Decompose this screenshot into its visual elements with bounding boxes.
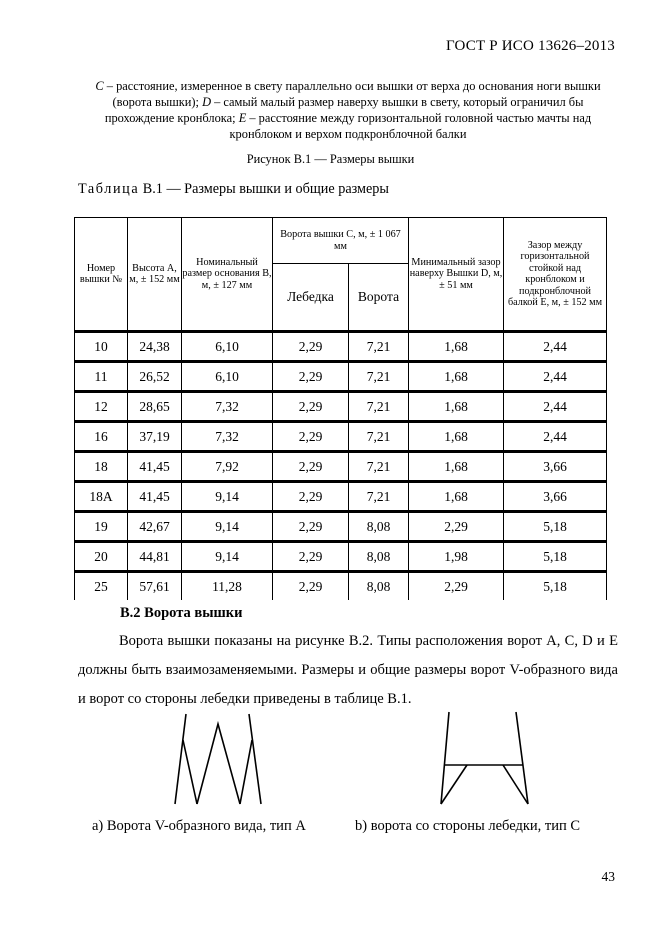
winch-gate-diagram xyxy=(441,712,528,804)
note-e-letter: E xyxy=(238,111,247,125)
cell-gate-winch: 2,29 xyxy=(273,332,349,362)
cell-base: 11,28 xyxy=(182,572,273,601)
cell-number: 19 xyxy=(75,512,128,542)
v-gate-left-post xyxy=(175,714,186,804)
cell-top-gap: 2,44 xyxy=(504,332,607,362)
table-row xyxy=(75,572,607,601)
cell-min-gap: 1,68 xyxy=(409,362,504,392)
cell-height: 28,65 xyxy=(128,392,182,422)
section-paragraph: Ворота вышки показаны на рисунке В.2. Типы расположения ворот A, C, D и E должны быть взаимозаменяемыми. Размеры и общие размеры ворот V-образного вида и ворот со стороны лебедки приведены в таблице В.1. xyxy=(78,633,618,707)
table-row xyxy=(75,482,607,512)
cell-height: 37,19 xyxy=(128,422,182,452)
cell-gate-vorota: 8,08 xyxy=(349,542,409,572)
cell-gate-winch: 2,29 xyxy=(273,542,349,572)
cell-height: 57,61 xyxy=(128,572,182,601)
v-gate-right-post xyxy=(249,714,261,804)
header-gate-vorota: Ворота xyxy=(349,264,409,332)
figure-caption-a: a) Ворота V-образного вида, тип A xyxy=(92,818,306,834)
table-row xyxy=(75,422,607,452)
cell-base: 7,32 xyxy=(182,422,273,452)
cell-number: 16 xyxy=(75,422,128,452)
note-c-text: – расстояние, измеренное в свету параллельно оси вышки от верха до основания ноги вышки (ворота вышки); xyxy=(103,79,601,109)
cell-height: 41,45 xyxy=(128,452,182,482)
figure-caption-b: b) ворота со стороны лебедки, тип С xyxy=(355,818,581,834)
cell-base: 9,14 xyxy=(182,482,273,512)
cell-min-gap: 1,68 xyxy=(409,332,504,362)
cell-height: 26,52 xyxy=(128,362,182,392)
cell-height: 42,67 xyxy=(128,512,182,542)
cell-height: 41,45 xyxy=(128,482,182,512)
cell-min-gap: 1,68 xyxy=(409,422,504,452)
note-d-letter: D xyxy=(202,95,212,109)
note-d-text: – самый малый размер наверху вышки в свету, который ограничил бы прохождение кронблока; xyxy=(104,95,584,125)
cell-min-gap: 1,68 xyxy=(409,452,504,482)
cell-number: 25 xyxy=(75,572,128,601)
v-gate-diagram xyxy=(175,714,261,804)
cell-top-gap: 5,18 xyxy=(504,542,607,572)
cell-base: 6,10 xyxy=(182,332,273,362)
cell-base: 6,10 xyxy=(182,362,273,392)
cell-gate-winch: 2,29 xyxy=(273,392,349,422)
cell-top-gap: 2,44 xyxy=(504,422,607,452)
table-row xyxy=(75,392,607,422)
cell-gate-winch: 2,29 xyxy=(273,362,349,392)
v-gate-v-brace xyxy=(197,724,240,804)
cell-gate-winch: 2,29 xyxy=(273,482,349,512)
document-header: ГОСТ Р ИСО 13626–2013 xyxy=(446,38,615,54)
cell-gate-vorota: 7,21 xyxy=(349,392,409,422)
cell-number: 12 xyxy=(75,392,128,422)
cell-gate-winch: 2,29 xyxy=(273,452,349,482)
cell-top-gap: 2,44 xyxy=(504,392,607,422)
cell-number: 11 xyxy=(75,362,128,392)
cell-number: 10 xyxy=(75,332,128,362)
cell-base: 9,14 xyxy=(182,542,273,572)
cell-number: 18 xyxy=(75,452,128,482)
cell-top-gap: 5,18 xyxy=(504,572,607,601)
table-title xyxy=(78,181,389,198)
cell-gate-winch: 2,29 xyxy=(273,422,349,452)
winch-gate-left-strut xyxy=(441,765,467,804)
winch-gate-right-post xyxy=(516,712,528,804)
header-gate-group: Ворота вышки C, м, ± 1 067 мм xyxy=(273,218,409,264)
figure-notes xyxy=(78,78,618,142)
cell-gate-vorota: 8,08 xyxy=(349,512,409,542)
cell-gate-vorota: 7,21 xyxy=(349,362,409,392)
cell-base: 7,92 xyxy=(182,452,273,482)
cell-gate-vorota: 7,21 xyxy=(349,332,409,362)
cell-min-gap: 1,98 xyxy=(409,542,504,572)
header-gate-winch: Лебедка xyxy=(273,264,349,332)
cell-gate-vorota: 7,21 xyxy=(349,452,409,482)
cell-height: 24,38 xyxy=(128,332,182,362)
cell-top-gap: 5,18 xyxy=(504,512,607,542)
cell-gate-vorota: 7,21 xyxy=(349,482,409,512)
header-base: Номинальный размер основания B, м, ± 127 мм xyxy=(182,218,273,332)
cell-top-gap: 3,66 xyxy=(504,452,607,482)
cell-base: 7,32 xyxy=(182,392,273,422)
cell-min-gap: 1,68 xyxy=(409,482,504,512)
table-title-text: В.1 — Размеры вышки и общие размеры xyxy=(139,181,389,197)
cell-gate-vorota: 7,21 xyxy=(349,422,409,452)
cell-height: 44,81 xyxy=(128,542,182,572)
table-title-label: Таблица xyxy=(78,181,140,197)
table-body xyxy=(75,332,607,601)
note-c-letter: C xyxy=(95,79,104,93)
cell-gate-winch: 2,29 xyxy=(273,512,349,542)
cell-number: 20 xyxy=(75,542,128,572)
figure-title: Рисунок В.1 — Размеры вышки xyxy=(246,152,415,166)
cell-min-gap: 2,29 xyxy=(409,512,504,542)
header-top-gap: Зазор между горизонтальной стойкой над кронблоком и подкронблочной балкой E, м, ± 152 мм xyxy=(504,218,607,332)
cell-gate-winch: 2,29 xyxy=(273,572,349,601)
header-height: Высота A, м, ± 152 мм xyxy=(128,218,182,332)
cell-number: 18A xyxy=(75,482,128,512)
cell-min-gap: 1,68 xyxy=(409,392,504,422)
cell-base: 9,14 xyxy=(182,512,273,542)
table-row xyxy=(75,362,607,392)
header-min-gap: Минимальный зазор наверху Вышки D, м, ± 51 мм xyxy=(409,218,504,332)
v-gate-left-strut xyxy=(183,740,197,804)
cell-top-gap: 3,66 xyxy=(504,482,607,512)
table-row xyxy=(75,332,607,362)
note-e-text: – расстояние между горизонтальной головной частью мачты над кронблоком и верхом подкронблочной балки xyxy=(229,111,592,141)
dimensions-table xyxy=(74,217,607,600)
section-heading: В.2 Ворота вышки xyxy=(120,605,243,621)
cell-gate-vorota: 8,08 xyxy=(349,572,409,601)
page-number: 43 xyxy=(601,869,615,884)
winch-gate-left-post xyxy=(441,712,449,804)
cell-min-gap: 2,29 xyxy=(409,572,504,601)
header-number: Номер вышки № xyxy=(75,218,128,332)
table-row xyxy=(75,512,607,542)
table-row xyxy=(75,542,607,572)
table-row xyxy=(75,452,607,482)
cell-top-gap: 2,44 xyxy=(504,362,607,392)
v-gate-right-strut xyxy=(240,740,252,804)
gate-diagrams xyxy=(0,700,661,815)
